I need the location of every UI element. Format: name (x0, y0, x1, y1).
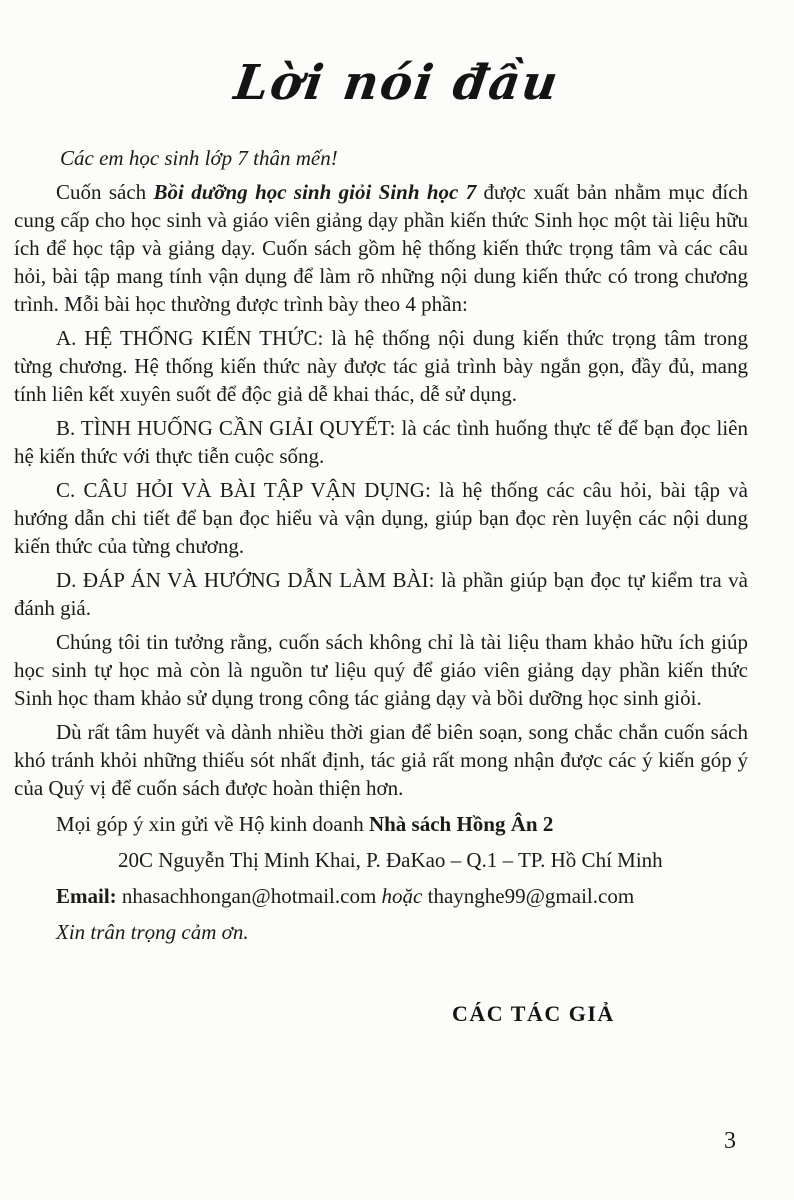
intro-paragraph: Cuốn sách Bồi dưỡng học sinh giỏi Sinh học 7 được xuất bản nhằm mục đích cung cấp cho học sinh và giáo viên giảng dạy phần kiến thức Sinh học một tài liệu hữu ích để học tập và giảng dạy. Cuốn sách gồm hệ thống kiến thức trọng tâm và các câu hỏi, bài tập mang tính vận dụng để làm rõ những nội dung kiến thức có trong chương trình. Mỗi bài học thường được trình bày theo 4 phần: (14, 180, 749, 316)
section-a-paragraph: A. HỆ THỐNG KIẾN THỨC: là hệ thống nội dung kiến thức trọng tâm trong từng chương. Hệ thống kiến thức này được tác giả trình bày ngắn gọn, đầy đủ, mang tính liên kết xuyên suốt để độc giả dễ khai thác, dễ sử dụng. (14, 326, 748, 406)
foreword-content (0, 144, 794, 1028)
conclusion-paragraph: Chúng tôi tin tưởng rằng, cuốn sách không chỉ là tài liệu tham khảo hữu ích giúp học sinh tự học mà còn là nguồn tư liệu quý để giáo viên giảng dạy phần kiến thức Sinh học tham khảo sử dụng trong công tác giảng dạy và bồi dưỡng học sinh giỏi. (14, 630, 748, 710)
email-line: Email: nhasachhongan@hotmail.com hoặc thaynghe99@gmail.com (56, 884, 635, 908)
page-title: Lời nói đầu (230, 55, 563, 111)
section-c-paragraph: C. CÂU HỎI VÀ BÀI TẬP VẬN DỤNG: là hệ thống các câu hỏi, bài tập và hướng dẫn chi tiết để bạn đọc hiểu và vận dụng, giúp bạn đọc rèn luyện các nội dung kiến thức của từng chương. (14, 478, 748, 558)
page-number: 3 (724, 1128, 736, 1154)
address-line: 20C Nguyễn Thị Minh Khai, P. ĐaKao – Q.1 – TP. Hồ Chí Minh (118, 848, 663, 872)
section-d-paragraph: D. ĐÁP ÁN VÀ HƯỚNG DẪN LÀM BÀI: là phần giúp bạn đọc tự kiểm tra và đánh giá. (14, 568, 748, 620)
apology-paragraph: Dù rất tâm huyết và dành nhiều thời gian để biên soạn, song chắc chắn cuốn sách khó tránh khỏi những thiếu sót nhất định, tác giả rất mong nhận được các ý kiến góp ý của Quý vị để cuốn sách được hoàn thiện hơn. (14, 720, 748, 800)
feedback-contact-line: Mọi góp ý xin gửi về Hộ kinh doanh Nhà sách Hồng Ân 2 (56, 812, 554, 836)
authors-signature: CÁC TÁC GIẢ (452, 1001, 615, 1026)
section-b-paragraph: B. TÌNH HUỐNG CẦN GIẢI QUYẾT: là các tình huống thực tế để bạn đọc liên hệ kiến thức với thực tiễn cuộc sống. (14, 416, 748, 468)
greeting-line: Các em học sinh lớp 7 thân mến! (60, 146, 338, 170)
thanks-line: Xin trân trọng cảm ơn. (56, 920, 249, 944)
